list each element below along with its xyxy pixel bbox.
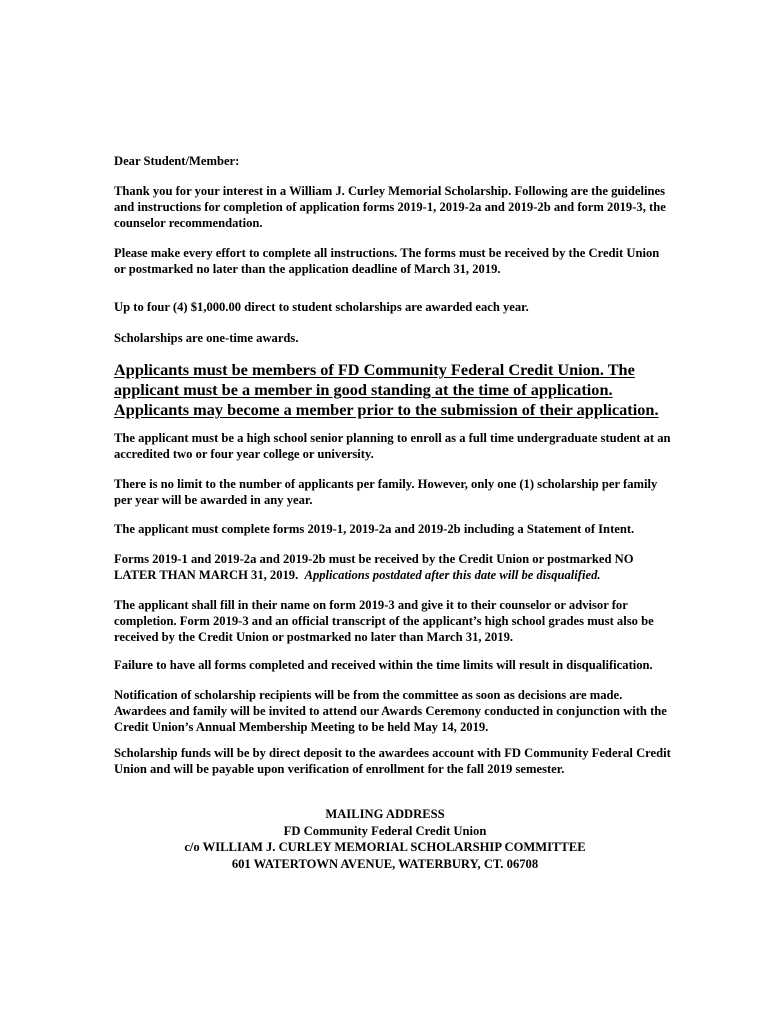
mailing-address-line2: c/o WILLIAM J. CURLEY MEMORIAL SCHOLARSHIP COMMITTEE bbox=[184, 840, 586, 854]
mailing-address-block bbox=[0, 806, 770, 872]
one-time-paragraph: Scholarships are one-time awards. bbox=[114, 331, 299, 345]
mailing-address-title: MAILING ADDRESS bbox=[325, 807, 445, 821]
eligibility-paragraph: The applicant must be a high school senior planning to enroll as a full time undergraduate student at an accredited two or four year college or university. bbox=[114, 431, 671, 461]
counselor-paragraph: The applicant shall fill in their name on form 2019-3 and give it to their counselor or advisor for completion. Form 2019-3 and an official transcript of the applicant’s high school grades must also be received by the Credit Union or postmarked no later than March 31, 2019. bbox=[114, 598, 654, 644]
funds-paragraph: Scholarship funds will be by direct deposit to the awardees account with FD Community Federal Credit Union and will be payable upon verification of enrollment for the fall 2019 semester. bbox=[114, 746, 671, 776]
mailing-address-line3: 601 WATERTOWN AVENUE, WATERBURY, CT. 06708 bbox=[231, 856, 539, 871]
mailing-address-line1: FD Community Federal Credit Union bbox=[283, 823, 487, 838]
family-limit-paragraph: There is no limit to the number of applicants per family. However, only one (1) scholarship per family per year will be awarded in any year. bbox=[114, 477, 658, 507]
notification-paragraph: Notification of scholarship recipients will be from the committee as soon as decisions are made. Awardees and family will be invited to attend our Awards Ceremony conducted in conjunction with the Credit Union’s Annual Membership Meeting to be held May 14, 2019. bbox=[114, 688, 667, 734]
membership-heading: Applicants must be members of FD Community Federal Credit Union. The applicant must be a member in good standing at the time of application. Applicants may become a member prior to the submission of their application. bbox=[114, 360, 659, 419]
forms-deadline-paragraph bbox=[114, 551, 674, 583]
forms-required-paragraph: The applicant must complete forms 2019-1, 2019-2a and 2019-2b including a Statement of Intent. bbox=[114, 522, 635, 536]
deadline-paragraph: Please make every effort to complete all instructions. The forms must be received by the Credit Union or postmarked no later than the application deadline of March 31, 2019. bbox=[114, 246, 660, 276]
forms-deadline-text: Forms 2019-1 and 2019-2a and 2019-2b must be received by the Credit Union or postmarked NO LATER THAN MARCH 31, 2019. bbox=[114, 552, 634, 582]
disqualification-paragraph: Failure to have all forms completed and received within the time limits will result in disqualification. bbox=[114, 658, 653, 672]
salutation: Dear Student/Member: bbox=[114, 154, 240, 168]
forms-deadline-warning: Applications postdated after this date will be disqualified. bbox=[304, 568, 601, 582]
award-count-paragraph: Up to four (4) $1,000.00 direct to student scholarships are awarded each year. bbox=[114, 300, 529, 314]
intro-paragraph: Thank you for your interest in a William J. Curley Memorial Scholarship. Following are the guidelines and instructions for completion of application forms 2019-1, 2019-2a and 2019-2b and form 2019-3, the counselor recommendation. bbox=[114, 184, 666, 230]
